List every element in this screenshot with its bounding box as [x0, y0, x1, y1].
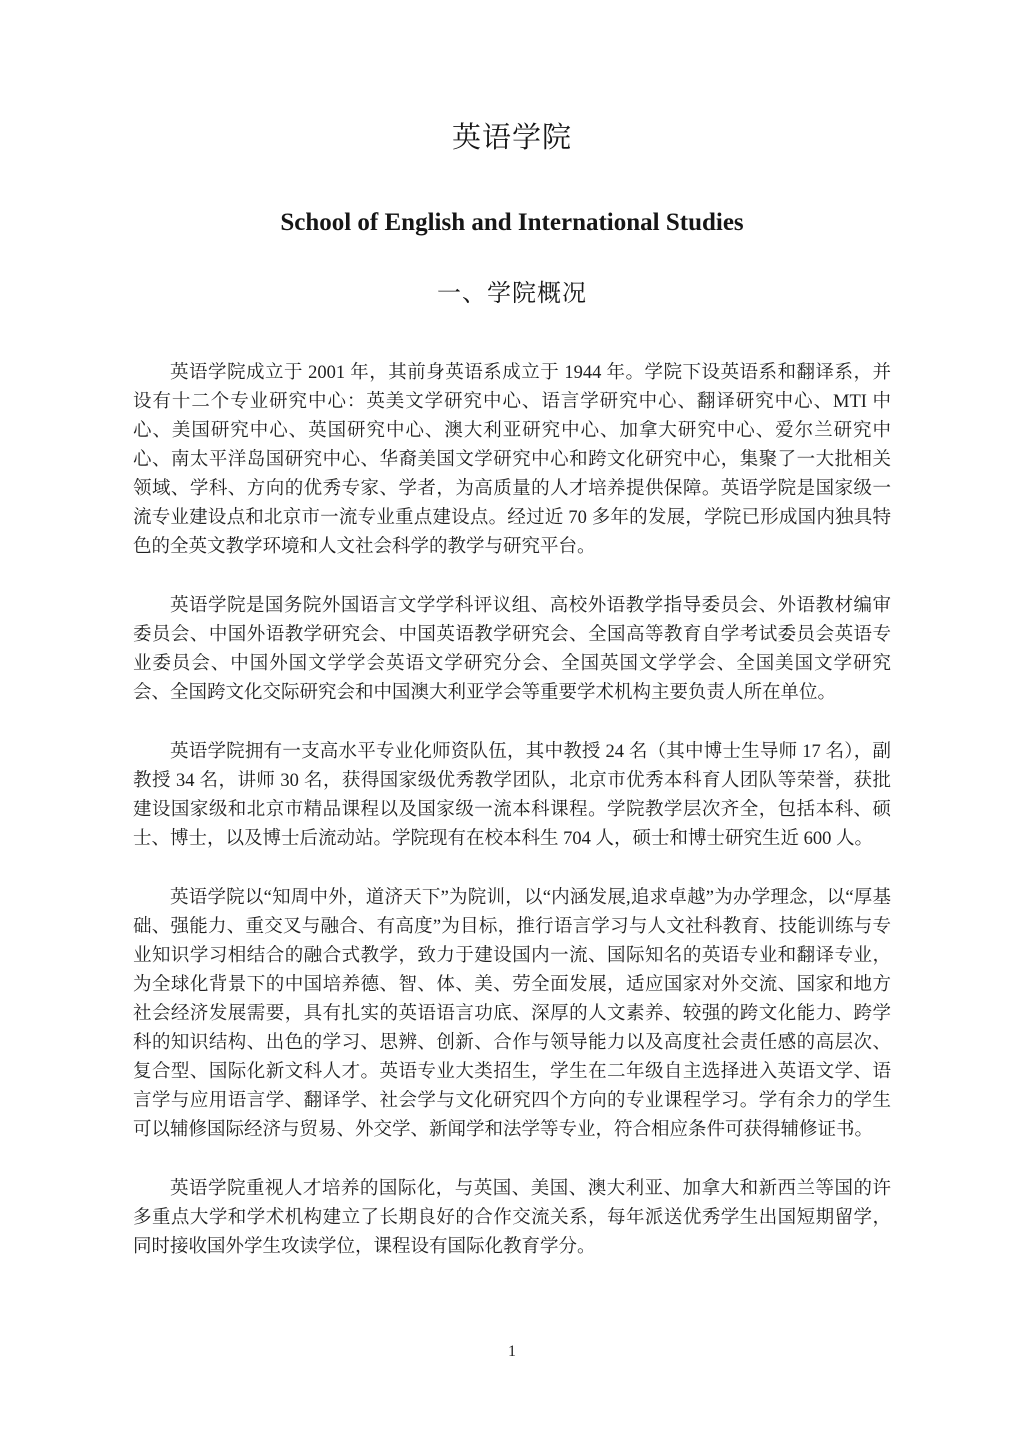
paragraph: 英语学院是国务院外国语言文学学科评议组、高校外语教学指导委员会、外语教材编审委员会、中国外语教学研究会、中国英语教学研究会、全国高等教育自学考试委员会英语专业委员会、中国外国文学学会英语文学研究分会、全国英国文学学会、全国美国文学研究会、全国跨文化交际研究会和中国澳大利亚学会等重要学术机构主要负责人所在单位。 — [133, 596, 891, 703]
page-number: 1 — [508, 1343, 516, 1360]
paragraph: 英语学院以“知周中外，道济天下”为院训，以“内涵发展,追求卓越”为办学理念，以“厚基础、强能力、重交叉与融合、有高度”为目标，推行语言学习与人文社科教育、技能训练与专业知识学习相结合的融合式教学，致力于建设国内一流、国际知名的英语专业和翻译专业，为全球化背景下的中国培养德、智、体、美、劳全面发展，适应国家对外交流、国家和地方社会经济发展需要，具有扎实的英语语言功底、深厚的人文素养、较强的跨文化能力、跨学科的知识结构、出色的学习、思辨、创新、合作与领导能力以及高度社会责任感的高层次、复合型、国际化新文科人才。英语专业大类招生，学生在二年级自主选择进入英语文学、语言学与应用语言学、翻译学、社会学与文化研究四个方向的专业课程学习。学有余力的学生可以辅修国际经济与贸易、外交学、新闻学和法学等专业，符合相应条件可获得辅修证书。 — [133, 888, 891, 1140]
paragraph: 英语学院拥有一支高水平专业化师资队伍，其中教授 24 名（其中博士生导师 17 名），副教授 34 名，讲师 30 名，获得国家级优秀教学团队，北京市优秀本科育人团队等荣誉，获批建设国家级和北京市精品课程以及国家级一流本科课程。学院教学层次齐全，包括本科、硕士、博士，以及博士后流动站。学院现有在校本科生 704 人，硕士和博士研究生近 600 人。 — [133, 742, 891, 849]
page-title-chinese: 英语学院 — [451, 122, 572, 154]
paragraph: 英语学院成立于 2001 年，其前身英语系成立于 1944 年。学院下设英语系和翻译系，并设有十二个专业研究中心：英美文学研究中心、语言学研究中心、翻译研究中心、MTI 中心、美国研究中心、英国研究中心、澳大利亚研究中心、加拿大研究中心、爱尔兰研究中心、南太平洋岛国研究中心、华裔美国文学研究中心和跨文化研究中心，集聚了一大批相关领域、学科、方向的优秀专家、学者，为高质量的人才培养提供保障。英语学院是国家级一流专业建设点和北京市一流专业重点建设点。经过近 70 多年的发展，学院已形成国内独具特色的全英文教学环境和人文社会科学的教学与研究平台。 — [133, 363, 891, 557]
document-body — [133, 359, 891, 1262]
page-title-english: School of English and International Studies — [280, 209, 744, 236]
section-heading: 一、学院概况 — [437, 281, 587, 307]
paragraph: 英语学院重视人才培养的国际化，与英国、美国、澳大利亚、加拿大和新西兰等国的许多重点大学和学术机构建立了长期良好的合作交流关系，每年派送优秀学生出国短期留学，同时接收国外学生攻读学位，课程设有国际化教育学分。 — [133, 1179, 891, 1257]
